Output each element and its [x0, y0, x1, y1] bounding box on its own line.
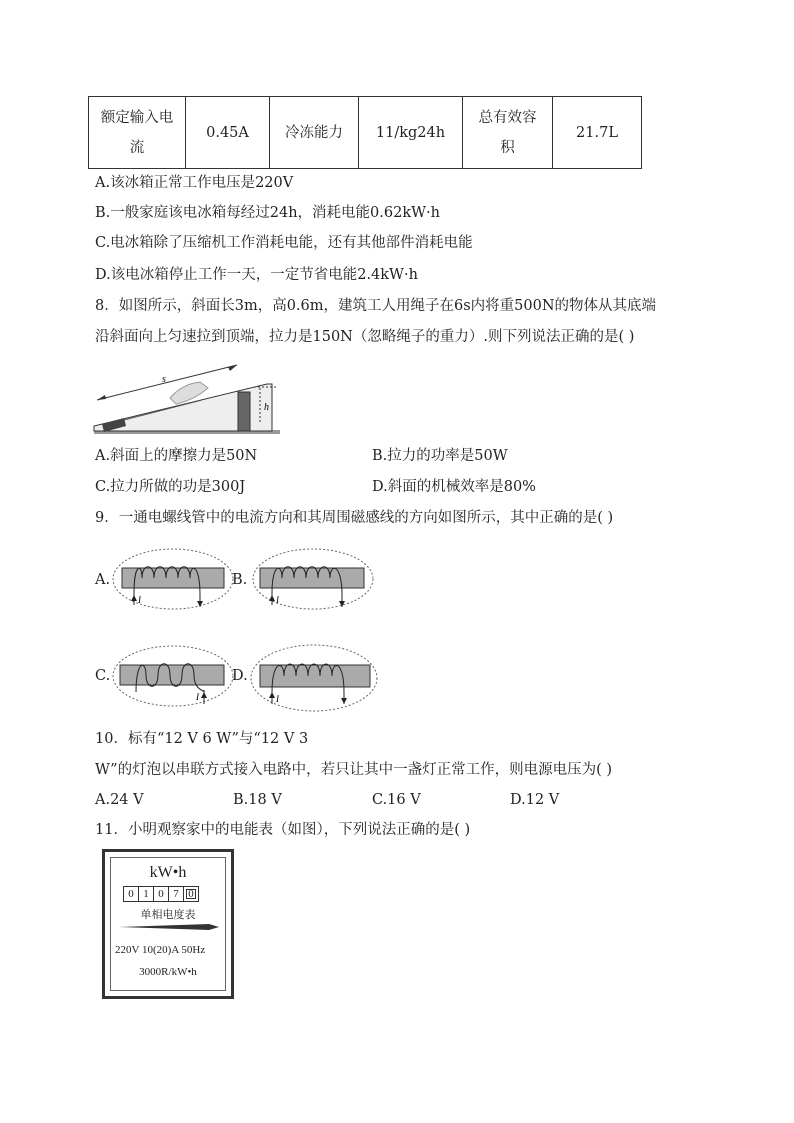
meter-digit: 0	[124, 887, 139, 901]
spec-table	[88, 96, 642, 169]
q7-option-b: B.一般家庭该电冰箱每经过24h，消耗电能0.62kW·h	[95, 205, 440, 221]
meter-digit: 7	[169, 887, 184, 901]
table-cell: 11/kg24h	[359, 97, 463, 169]
table-cell: 额定输入电流	[89, 97, 186, 169]
solenoid-figure-b	[248, 543, 378, 615]
q10-option-a: A.24 V	[95, 792, 144, 808]
table-cell: 0.45A	[186, 97, 270, 169]
q10-option-d: D.12 V	[510, 792, 560, 808]
incline-figure	[92, 360, 287, 438]
q8-option-a: A.斜面上的摩擦力是50N	[95, 448, 258, 464]
meter-digits	[123, 886, 199, 902]
q7-option-c: C.电冰箱除了压缩机工作消耗电能，还有其他部件消耗电能	[95, 235, 473, 251]
meter-unit: kW•h	[149, 864, 187, 881]
q10-stem-line1: 10．标有“12 V 6 W”与“12 V 3	[95, 731, 309, 747]
meter-digit: 0	[154, 887, 169, 901]
table-cell: 冷冻能力	[270, 97, 359, 169]
meter-rating: 220V 10(20)A 50Hz	[115, 944, 206, 956]
q11-stem: 11．小明观察家中的电能表（如图），下列说法正确的是( )	[95, 822, 471, 838]
q8-stem-line2: 沿斜面向上匀速拉到顶端，拉力是150N（忽略绳子的重力）.则下列说法正确的是( )	[95, 329, 635, 345]
current-label: I	[138, 595, 141, 605]
meter-digit: 1	[139, 887, 154, 901]
table-cell: 总有效容积	[463, 97, 553, 169]
q8-option-c: C.拉力所做的功是300J	[95, 479, 246, 495]
q7-option-d: D.该电冰箱停止工作一天，一定节省电能2.4kW·h	[95, 267, 418, 283]
solenoid-figure-c	[108, 640, 238, 712]
meter-arrow-icon	[119, 922, 219, 932]
table-cell: 21.7L	[553, 97, 642, 169]
solenoid-figure-d	[248, 640, 383, 715]
meter-constant: 3000R/kW•h	[139, 966, 197, 978]
q10-option-b: B.18 V	[233, 792, 282, 808]
solenoid-figure-a	[108, 543, 238, 615]
h-label: h	[264, 402, 269, 413]
q9-stem: 9．一通电螺线管中的电流方向和其周围磁感线的方向如图所示，其中正确的是( )	[95, 510, 614, 526]
q10-stem-line2: W”的灯泡以串联方式接入电路中，若只让其中一盏灯正常工作，则电源电压为( )	[95, 762, 613, 778]
q9-label-c: C.	[95, 668, 111, 684]
q9-label-b: B.	[232, 572, 248, 588]
s-label: s	[162, 374, 166, 385]
q9-label-a: A.	[95, 572, 111, 588]
current-label: I	[276, 694, 279, 704]
q8-option-b: B.拉力的功率是50W	[372, 448, 508, 464]
current-label: I	[276, 595, 279, 605]
meter-digit: 0	[184, 887, 198, 901]
q7-option-a: A.该冰箱正常工作电压是220V	[95, 175, 294, 191]
q8-stem-line1: 8．如图所示，斜面长3m，高0.6m，建筑工人用绳子在6s内将重500N的物体从其底端	[95, 298, 657, 314]
q8-option-d: D.斜面的机械效率是80%	[372, 479, 536, 495]
q10-option-c: C.16 V	[372, 792, 421, 808]
q9-label-d: D.	[232, 668, 248, 684]
meter-name: 单相电度表	[140, 909, 196, 921]
electricity-meter	[102, 849, 234, 999]
current-label: I	[196, 692, 199, 702]
